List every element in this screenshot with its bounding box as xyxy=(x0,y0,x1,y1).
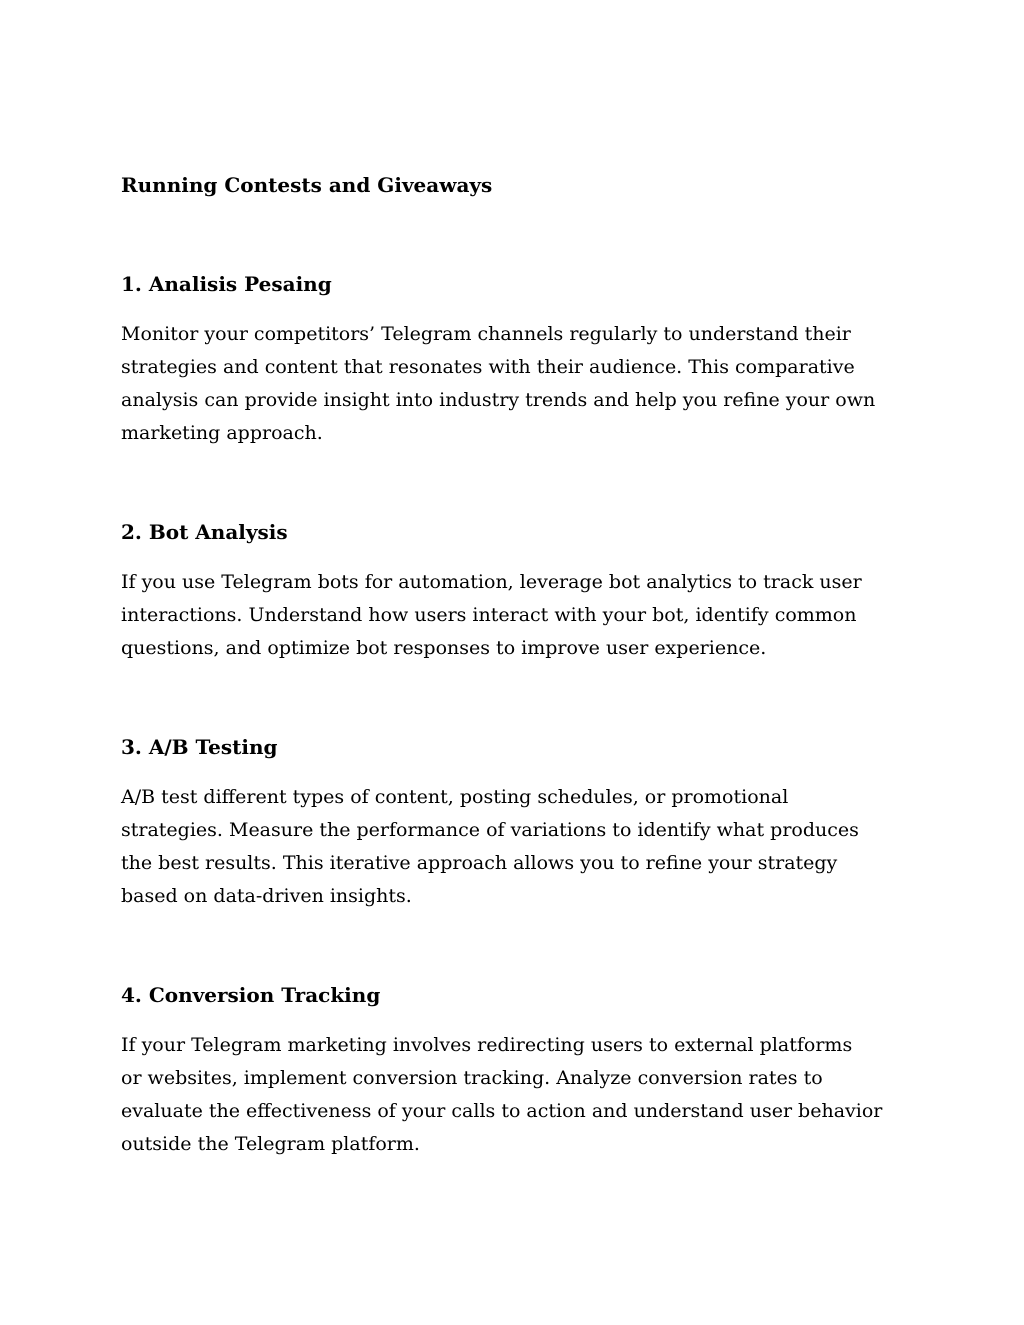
paragraph-line: evaluate the effectiveness of your calls to action and understand user behavior xyxy=(121,1100,883,1122)
paragraph-line: A/B test different types of content, posting schedules, or promotional xyxy=(121,786,789,808)
paragraph-line: If your Telegram marketing involves redirecting users to external platforms xyxy=(121,1034,853,1056)
paragraph-line: strategies. Measure the performance of variations to identify what produces xyxy=(121,819,859,841)
paragraph-line: Monitor your competitors’ Telegram channels regularly to understand their xyxy=(121,323,851,345)
section-heading: 3. A/B Testing xyxy=(121,735,278,759)
section-paragraph xyxy=(121,781,921,913)
paragraph-line: outside the Telegram platform. xyxy=(121,1133,420,1155)
section-heading: 2. Bot Analysis xyxy=(121,520,288,544)
section-heading: 4. Conversion Tracking xyxy=(121,983,381,1007)
paragraph-line: analysis can provide insight into industry trends and help you refine your own xyxy=(121,389,876,411)
section-paragraph xyxy=(121,1029,921,1161)
section-bot-analysis xyxy=(121,518,921,665)
paragraph-line: questions, and optimize bot responses to improve user experience. xyxy=(121,637,767,659)
paragraph-line: strategies and content that resonates with their audience. This comparative xyxy=(121,356,855,378)
paragraph-line: based on data-driven insights. xyxy=(121,885,412,907)
section-ab-testing xyxy=(121,733,921,913)
section-heading: 1. Analisis Pesaing xyxy=(121,272,332,296)
paragraph-line: interactions. Understand how users interact with your bot, identify common xyxy=(121,604,857,626)
paragraph-line: marketing approach. xyxy=(121,422,323,444)
document-title: Running Contests and Giveaways xyxy=(121,173,493,197)
section-paragraph xyxy=(121,566,921,665)
section-competitor-analysis xyxy=(121,270,921,450)
paragraph-line: If you use Telegram bots for automation, leverage bot analytics to track user xyxy=(121,571,862,593)
paragraph-line: or websites, implement conversion tracking. Analyze conversion rates to xyxy=(121,1067,823,1089)
paragraph-line: the best results. This iterative approach allows you to refine your strategy xyxy=(121,852,838,874)
section-conversion-tracking xyxy=(121,981,921,1161)
section-paragraph xyxy=(121,318,921,450)
